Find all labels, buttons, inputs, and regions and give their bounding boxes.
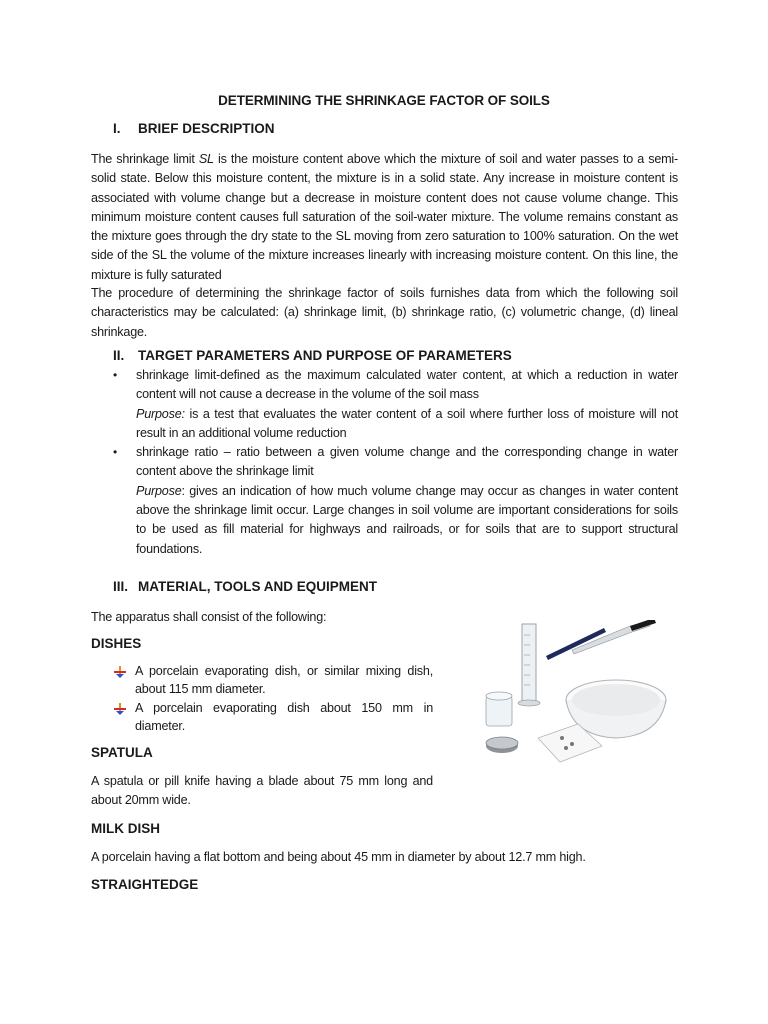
arrow-bullet-icon [113, 702, 127, 716]
target-parameters-list [113, 366, 678, 559]
purpose-text: : gives an indication of how much volume change may occur as changes in water content above the shrinkage limit occur. Large changes in soil volume are important considerations for soils to be used as fill material for highways and railroads, or for soils that are to support structural foundations. [136, 483, 678, 556]
list-item [113, 699, 433, 736]
bullet-text: shrinkage ratio – ratio between a given volume change and the corresponding change in water content above the shrinkage limit [136, 445, 678, 479]
paragraph-text: The shrinkage limit [91, 152, 199, 166]
dishes-heading: DISHES [91, 636, 142, 651]
section-heading-text: BRIEF DESCRIPTION [138, 121, 275, 136]
materials-intro: The apparatus shall consist of the following: [91, 610, 327, 624]
section-number: II. [113, 348, 125, 363]
section-heading-brief-description [113, 121, 275, 136]
section-number: III. [113, 579, 129, 594]
dishes-list [113, 662, 433, 735]
arrow-bullet-icon [113, 665, 127, 679]
list-item [113, 662, 433, 699]
purpose-label: Purpose [136, 483, 182, 498]
equipment-photo [480, 620, 680, 770]
milk-dish-heading: MILK DISH [91, 821, 160, 836]
bullet-icon: • [113, 368, 118, 382]
bullet-text: shrinkage limit-defined as the maximum calculated water content, at which a reduction in water content will not cause a decrease in the volume of the soil mass [136, 368, 678, 402]
paragraph-italic-sl: SL [198, 152, 214, 166]
section-number: I. [113, 121, 121, 136]
purpose-label: Purpose: [136, 406, 185, 421]
straightedge-heading: STRAIGHTEDGE [91, 877, 199, 892]
section-heading-text: MATERIAL, TOOLS AND EQUIPMENT [138, 579, 377, 594]
bullet-icon: • [113, 445, 118, 460]
section-heading-materials [113, 579, 377, 594]
purpose-text: is a test that evaluates the water content of a soil where further loss of moisture will not result in an additional volume reduction [136, 406, 678, 440]
paragraph-text: is the moisture content above which the mixture of soil and water passes to a semi-solid state. Below this moisture content, the mixture is in a solid state. Any increase in moisture content is associated with volume change but a decrease in moisture content does not cause volume change. This minimum moisture content causes full saturation of the soil-water mixture. The volume remains constant as the mixture goes through the dry state to the SL moving from zero saturation to 100% saturation. On the wet side of the SL the volume of the mixture increases linearly with increasing moisture content. On this line, the mixture is fully saturated [91, 152, 679, 282]
spatula-heading: SPATULA [91, 745, 153, 760]
milk-dish-text: A porcelain having a flat bottom and being about 45 mm in diameter by about 12.7 mm high. [91, 850, 586, 864]
dish-item-text: A porcelain evaporating dish, or similar mixing dish, about 115 mm diameter. [135, 664, 433, 697]
dish-item-text: A porcelain evaporating dish about 150 mm in diameter. [135, 700, 433, 733]
document-title: DETERMINING THE SHRINKAGE FACTOR OF SOILS [218, 93, 550, 108]
list-item [113, 366, 678, 443]
section-heading-target-parameters [113, 348, 512, 363]
section-heading-text: TARGET PARAMETERS AND PURPOSE OF PARAMETERS [138, 348, 512, 363]
brief-description-paragraph-2: The procedure of determining the shrinkage factor of soils furnishes data from which the following soil characteristics may be calculated: (a) shrinkage limit, (b) shrinkage ratio, (c) volumetric change, (d) lineal shrinkage. [91, 286, 678, 339]
list-item [113, 443, 678, 559]
brief-description-paragraph-1 [91, 150, 678, 285]
spatula-text: A spatula or pill knife having a blade about 75 mm long and about 20mm wide. [91, 774, 433, 808]
